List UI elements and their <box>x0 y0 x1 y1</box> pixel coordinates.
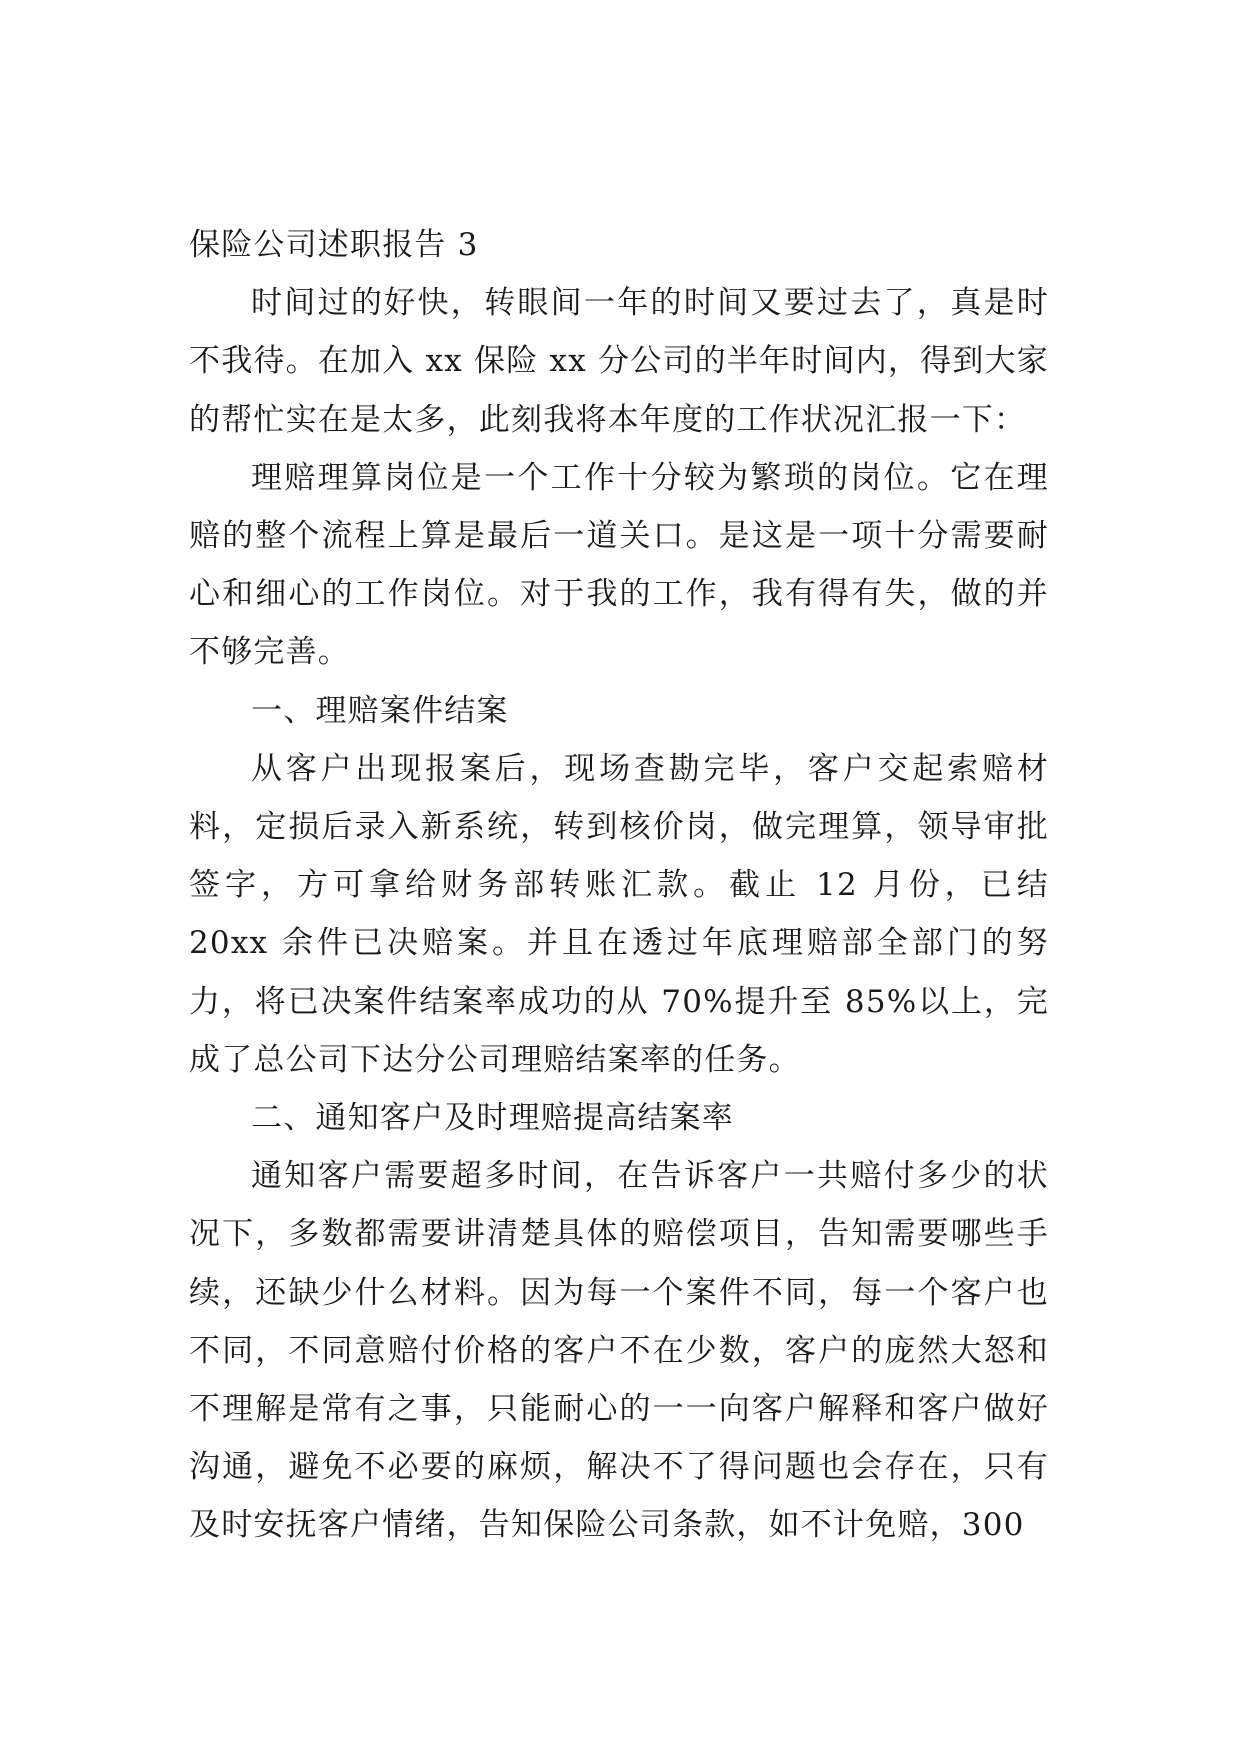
paragraph-section-2: 通知客户需要超多时间，在告诉客户一共赔付多少的状况下，多数都需要讲清楚具体的赔偿项目，告知需要哪些手续，还缺少什么材料。因为每一个案件不同，每一个客户也不同，不同意赔付价格的客户不在少数，客户的庞然大怒和不理解是常有之事，只能耐心的一一向客户解释和客户做好沟通，避免不必要的麻烦，解决不了得问题也会存在，只有及时安抚客户情绪，告知保险公司条款，如不计免赔，300 <box>189 1158 1049 1544</box>
document-body <box>189 216 1049 1555</box>
section-heading-1: 一、理赔案件结案 <box>251 692 509 729</box>
paragraph-role: 理赔理算岗位是一个工作十分较为繁琐的岗位。它在理赔的整个流程上算是最后一道关口。是这是一项十分需要耐心和细心的工作岗位。对于我的工作，我有得有失，做的并不够完善。 <box>189 459 1049 671</box>
paragraph-intro: 时间过的好快，转眼间一年的时间又要过去了，真是时不我待。在加入 xx 保险 xx 分公司的半年时间内，得到大家的帮忙实在是太多，此刻我将本年度的工作状况汇报一下： <box>189 285 1049 438</box>
section-heading-2: 二、通知客户及时理赔提高结案率 <box>251 1100 734 1137</box>
paragraph-section-1: 从客户出现报案后，现场查勘完毕，客户交起索赔材料，定损后录入新系统，转到核价岗，做完理算，领导审批签字，方可拿给财务部转账汇款。截止 12 月份，已结 20xx 余件已决赔案。并且在透过年底理赔部全部门的努力，将已决案件结案率成功的从 70%提升至 85%以上，完成了总公司下达分公司理赔结案率的任务。 <box>189 750 1049 1078</box>
document-title: 保险公司述职报告 3 <box>189 227 479 263</box>
